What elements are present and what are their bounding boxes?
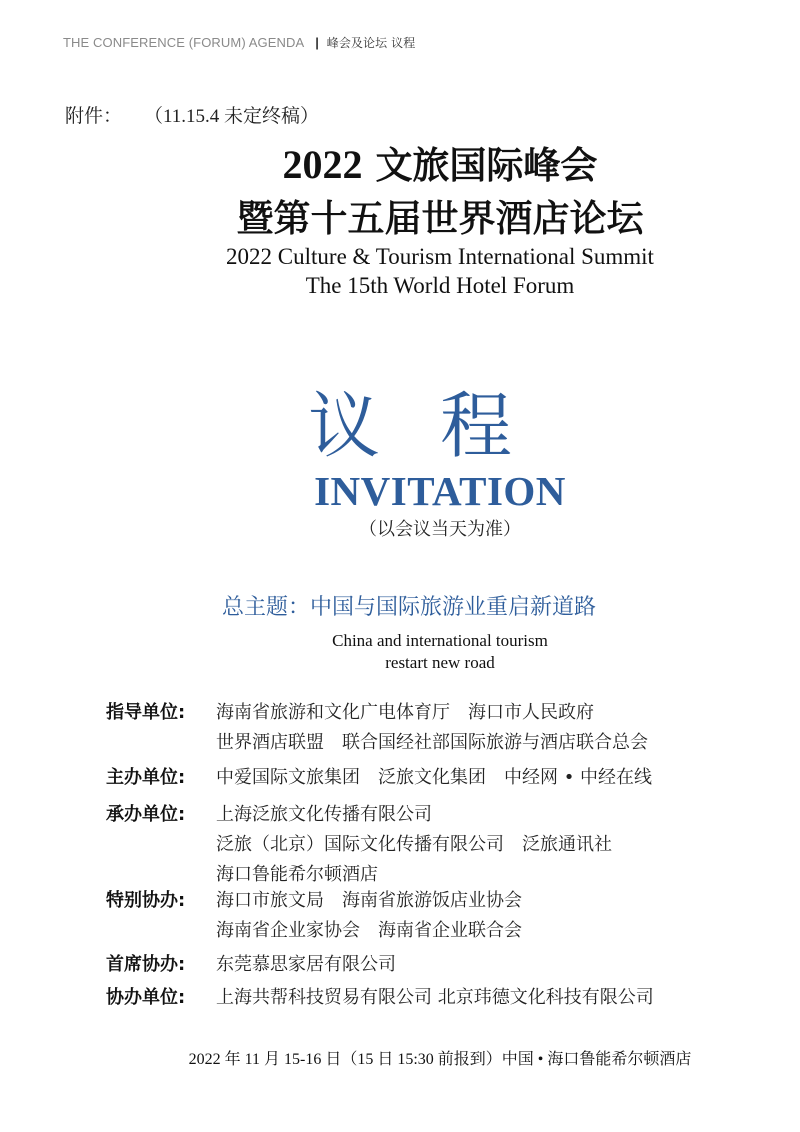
agenda-heading: 议程 — [307, 384, 572, 468]
org-line: 中爱国际文旅集团 泛旅文化集团 中经网 • 中经在线 — [216, 767, 653, 788]
attachment-line — [65, 101, 319, 128]
org-special-co — [106, 886, 786, 946]
org-line: 上海泛旅文化传播有限公司 — [216, 804, 432, 825]
title-line-1 — [0, 135, 800, 189]
header-separator: | — [315, 35, 319, 50]
header-chinese: 峰会及论坛 议程 — [326, 36, 416, 50]
org-chief-co — [106, 950, 786, 980]
org-co-organizer — [106, 983, 786, 1013]
org-host — [106, 763, 786, 793]
org-organizer — [106, 800, 786, 890]
title-year: 2022 — [282, 142, 363, 187]
attachment-status: （11.15.4 未定终稿） — [144, 106, 320, 127]
org-label: 协办单位: — [106, 987, 186, 1008]
page-header — [63, 34, 415, 51]
org-line: 海南省旅游和文化广电体育厅 海口市人民政府 — [216, 702, 594, 723]
org-line: 海南省企业家协会 海南省企业联合会 — [216, 920, 522, 941]
org-label: 指导单位: — [106, 702, 186, 723]
org-guiding — [106, 698, 786, 758]
agenda-note: （以会议当天为准） — [359, 519, 521, 540]
title-english-1: 2022 Culture & Tourism International Summit — [226, 244, 654, 269]
title-english-2: The 15th World Hotel Forum — [305, 273, 575, 298]
theme-label: 总主题： — [222, 595, 311, 620]
theme-english-2: restart new road — [385, 653, 495, 672]
org-label: 特别协办: — [106, 890, 186, 911]
invitation-heading: INVITATION — [314, 468, 566, 514]
header-english: THE CONFERENCE (FORUM) AGENDA — [63, 35, 304, 50]
org-line: 泛旅（北京）国际文化传播有限公司 泛旅通讯社 — [216, 834, 612, 855]
org-line: 上海共帮科技贸易有限公司 北京玮德文化科技有限公司 — [216, 987, 654, 1008]
attachment-label: 附件： — [65, 106, 123, 127]
org-line: 海口鲁能希尔顿酒店 — [216, 864, 378, 885]
org-line: 世界酒店联盟 联合国经社部国际旅游与酒店联合总会 — [216, 732, 648, 753]
title-line-2: 暨第十五届世界酒店论坛 — [236, 197, 644, 240]
main-theme — [222, 590, 596, 621]
org-label: 主办单位: — [106, 767, 186, 788]
org-label: 首席协办: — [106, 954, 186, 975]
theme-text: 中国与国际旅游业重启新道路 — [310, 595, 597, 620]
title-line-1-text: 文旅国际峰会 — [375, 144, 598, 187]
event-date-location: 2022 年 11 月 15-16 日（15 日 15:30 前报到）中国 • 海口鲁能希尔顿酒店 — [188, 1051, 692, 1068]
org-label: 承办单位: — [106, 804, 186, 825]
org-line: 海口市旅文局 海南省旅游饭店业协会 — [216, 890, 522, 911]
theme-english-1: China and international tourism — [332, 631, 548, 650]
org-line: 东莞慕思家居有限公司 — [216, 954, 396, 975]
